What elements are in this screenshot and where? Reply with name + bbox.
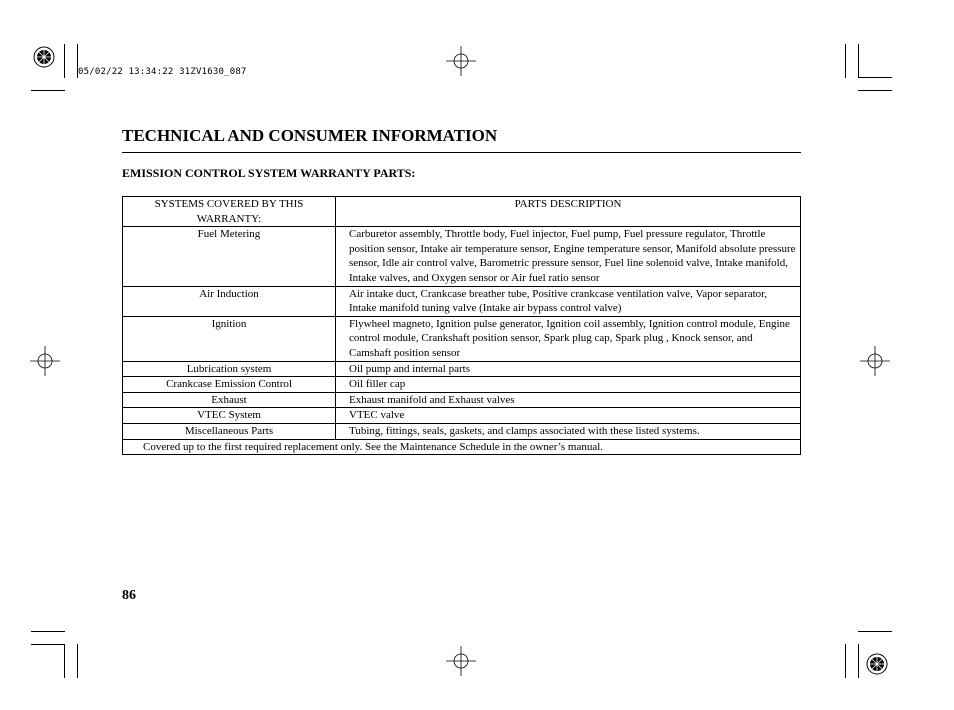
table-header-row xyxy=(123,197,801,227)
parts-cell: Flywheel magneto, Ignition pulse generator, Ignition coil assembly, Ignition control module, Engine control module, Crankshaft position sensor, Spark plug cap, Spark plug , Knock sensor, and Camshaft position sensor xyxy=(336,316,801,361)
system-cell: Air Induction xyxy=(123,286,336,316)
subsection-title: EMISSION CONTROL SYSTEM WARRANTY PARTS: xyxy=(122,166,416,180)
crop-mark xyxy=(64,644,65,678)
crop-mark xyxy=(858,77,892,78)
print-stamp: 05/02/22 13:34:22 31ZV1630_087 xyxy=(78,67,247,77)
registration-crosshair-icon xyxy=(860,346,890,376)
registration-crosshair-icon xyxy=(30,346,60,376)
crop-mark xyxy=(858,644,859,678)
crop-mark xyxy=(31,644,65,645)
table-row xyxy=(123,377,801,393)
parts-cell: Exhaust manifold and Exhaust valves xyxy=(336,392,801,408)
system-cell: Exhaust xyxy=(123,392,336,408)
section-title: TECHNICAL AND CONSUMER INFORMATION xyxy=(122,126,498,145)
table-row xyxy=(123,392,801,408)
registration-sunburst-icon xyxy=(866,653,888,675)
crop-mark xyxy=(64,44,65,78)
system-cell: VTEC System xyxy=(123,408,336,424)
crop-mark xyxy=(31,631,65,632)
system-cell: Fuel Metering xyxy=(123,227,336,286)
parts-cell: Carburetor assembly, Throttle body, Fuel injector, Fuel pump, Fuel pressure regulator, Throttle position sensor, Intake air temperature sensor, Engine temperature sensor, Manifold absolute pressure sensor, Idle air control valve, Barometric pressure sensor, Fuel line solenoid valve, Intake manifold, Intake valves, and Oxygen sensor or Air fuel ratio sensor xyxy=(336,227,801,286)
page-number: 86 xyxy=(122,588,136,603)
registration-crosshair-icon xyxy=(446,46,476,76)
registration-crosshair-icon xyxy=(446,646,476,676)
warranty-parts-table xyxy=(122,196,801,455)
system-cell: Miscellaneous Parts xyxy=(123,423,336,439)
parts-cell: Tubing, fittings, seals, gaskets, and clamps associated with these listed systems. xyxy=(336,423,801,439)
crop-mark xyxy=(858,631,892,632)
header-systems: SYSTEMS COVERED BY THIS WARRANTY: xyxy=(123,197,336,227)
parts-cell: Oil filler cap xyxy=(336,377,801,393)
parts-cell: Air intake duct, Crankcase breather tube, Positive crankcase ventilation valve, Vapor separator, Intake manifold tuning valve (Intake air bypass control valve) xyxy=(336,286,801,316)
table-row xyxy=(123,286,801,316)
title-rule xyxy=(122,152,801,153)
parts-cell: Oil pump and internal parts xyxy=(336,361,801,377)
table-row xyxy=(123,423,801,439)
header-parts: PARTS DESCRIPTION xyxy=(336,197,801,227)
crop-mark xyxy=(845,644,846,678)
table-footnote-row xyxy=(123,439,801,455)
registration-sunburst-icon xyxy=(33,46,55,68)
table-footnote: Covered up to the first required replacement only. See the Maintenance Schedule in the owner’s manual. xyxy=(123,439,801,455)
crop-mark xyxy=(31,90,65,91)
crop-mark xyxy=(858,44,859,78)
crop-mark xyxy=(77,644,78,678)
crop-mark xyxy=(858,90,892,91)
parts-cell: VTEC valve xyxy=(336,408,801,424)
system-cell: Ignition xyxy=(123,316,336,361)
table-row xyxy=(123,408,801,424)
table-row xyxy=(123,227,801,286)
table-row xyxy=(123,361,801,377)
crop-mark xyxy=(845,44,846,78)
system-cell: Crankcase Emission Control xyxy=(123,377,336,393)
table-row xyxy=(123,316,801,361)
system-cell: Lubrication system xyxy=(123,361,336,377)
table-body xyxy=(123,227,801,439)
